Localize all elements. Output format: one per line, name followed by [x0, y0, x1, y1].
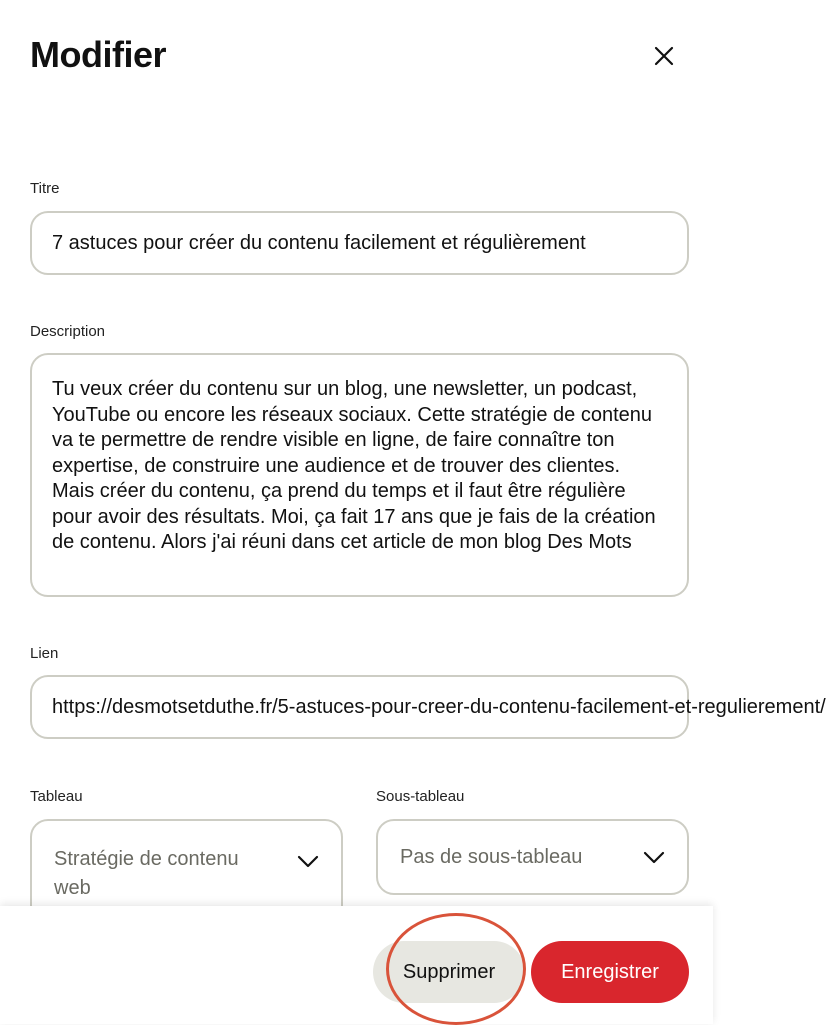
- title-label: Titre: [30, 180, 60, 197]
- title-input[interactable]: [30, 211, 689, 275]
- chevron-down-icon: [643, 851, 665, 865]
- link-input-value: https://desmotsetduthe.fr/5-astuces-pour-creer-du-contenu-facilement-et-regulierement/: [52, 695, 826, 718]
- delete-button[interactable]: Supprimer: [373, 941, 525, 1003]
- close-button[interactable]: [646, 38, 682, 74]
- link-label: Lien: [30, 645, 59, 662]
- subboard-select[interactable]: [376, 819, 689, 895]
- title-input-value: 7 astuces pour créer du contenu facilement et régulièrement: [52, 231, 586, 254]
- description-textarea[interactable]: Tu veux créer du contenu sur un blog, une newsletter, un podcast, YouTube ou encore les réseaux sociaux. Cette stratégie de contenu va te permettre de rendre visible en ligne, de faire connaître ton expertise, de construire une audience et de trouver des clientes. Mais créer du contenu, ça prend du temps et il faut être régulière pour avoir des résultats. Moi, ça fait 17 ans que je fais de la création de contenu. Alors j'ai réuni dans cet article de mon blog Des Mots: [30, 353, 689, 597]
- close-icon: [654, 46, 674, 66]
- board-select-value: Stratégie de contenu web: [54, 848, 239, 899]
- board-label: Tableau: [30, 788, 83, 805]
- subboard-label: Sous-tableau: [376, 788, 465, 805]
- description-label: Description: [30, 323, 106, 340]
- subboard-select-value: Pas de sous-tableau: [400, 846, 583, 868]
- link-input[interactable]: [30, 675, 826, 739]
- save-button[interactable]: Enregistrer: [531, 941, 689, 1003]
- dialog-title: Modifier: [30, 34, 166, 75]
- chevron-down-icon: [297, 855, 319, 869]
